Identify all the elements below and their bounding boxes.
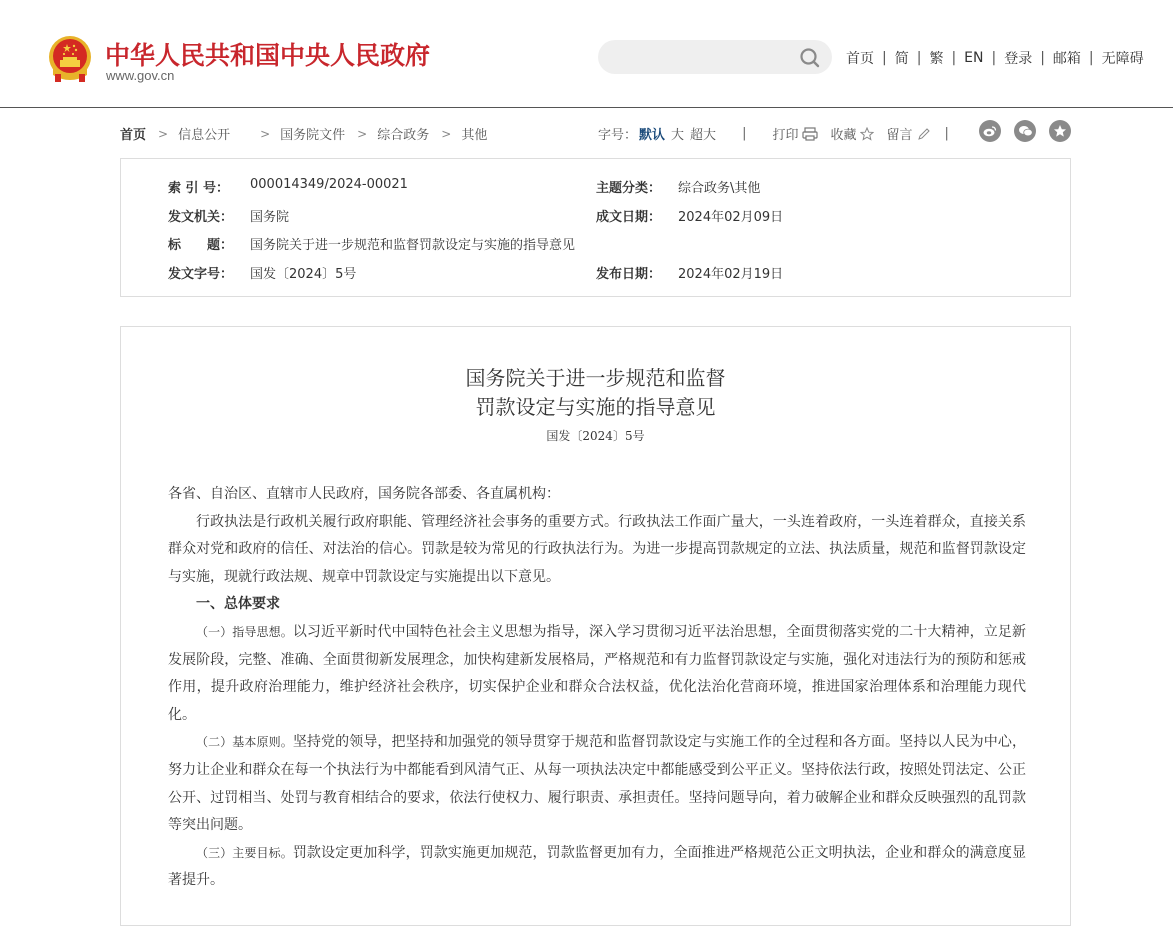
meta-index-no [168,177,408,196]
meta-doc-no [168,263,356,282]
nav-traditional[interactable]: 繁 [929,51,944,67]
star-icon [860,127,874,141]
nav-mail[interactable]: 邮箱 [1052,51,1081,67]
document-metadata [120,158,1071,297]
nav-separator: | [882,50,887,66]
meta-value: 2024年02月19日 [678,267,784,282]
national-emblem-icon[interactable] [47,35,93,83]
article-tools [598,124,949,143]
site-header [0,0,1173,108]
pencil-icon [917,127,931,141]
nav-english[interactable]: EN [964,50,984,66]
print-label: 打印 [772,128,799,143]
tool-separator: | [944,126,949,141]
meta-value: 综合政务\其他 [678,181,761,196]
search-input[interactable] [598,40,788,74]
meta-value: 国务院 [250,210,290,225]
meta-label: 发文机关： [168,210,234,225]
search-icon[interactable] [800,48,820,68]
meta-label: 标 题： [168,238,234,253]
nav-simplified[interactable]: 简 [894,51,909,67]
document-number: 国发〔2024〕5号 [546,429,645,443]
chevron-right-icon: > [260,126,271,141]
document-body [168,481,1026,895]
meta-written-date [596,206,783,225]
meta-title [168,234,575,253]
font-size-large[interactable]: 大 [671,128,685,143]
meta-issuer [168,206,289,225]
nav-separator: | [951,50,957,66]
weibo-icon[interactable] [979,120,1001,142]
nav-separator: | [1040,50,1045,66]
nav-separator: | [916,50,922,66]
paragraph-main-goals [168,840,1026,895]
print-button[interactable] [772,124,818,143]
meta-label: 成文日期： [596,210,662,225]
breadcrumb-state-council-docs[interactable]: 国务院文件 [280,128,346,143]
meta-value: 国务院关于进一步规范和监督罚款设定与实施的指导意见 [250,238,576,253]
paragraph-guiding-ideology [168,619,1026,729]
font-size-default[interactable]: 默认 [639,128,666,143]
chevron-right-icon: > [441,126,452,141]
document-title-line2: 罚款设定与实施的指导意见 [475,395,716,419]
breadcrumb [120,124,487,143]
meta-subject [596,177,760,196]
nav-home[interactable]: 首页 [846,51,874,67]
printer-icon [802,127,818,141]
chevron-right-icon: > [158,126,169,141]
breadcrumb-home[interactable]: 首页 [120,128,147,143]
paragraph-text: 坚持党的领导，把坚持和加强党的领导贯穿于规范和监督罚款设定与实施工作的全过程和各方面。坚持以人民为中心，努力让企业和群众在每一个执法行为中都能看到风清气正、从每一项执法决定中都能感受到公平正义。坚持依法行政，按照处罚法定、公正公开、过罚相当、处罚与教育相结合的要求，依法行使权力、履行职责、承担责任。坚持问题导向，着力破解企业和群众反映强烈的乱罚款等突出问题。 [168,734,1026,834]
meta-value: 000014349/2024-00021 [250,177,408,192]
share-buttons [979,120,1071,142]
paragraph-label: （一）指导思想。 [196,624,293,639]
site-url: www.gov.cn [106,68,175,83]
meta-value: 国发〔2024〕5号 [250,267,357,282]
paragraph-basic-principles [168,729,1026,839]
nav-login[interactable]: 登录 [1004,51,1033,67]
paragraph-label: （三）主要目标。 [196,845,293,860]
font-size-label: 字号： [598,128,638,143]
nav-separator: | [991,50,997,66]
font-size-xlarge[interactable]: 超大 [690,128,717,143]
site-title[interactable]: 中华人民共和国中央人民政府 [105,41,431,70]
qzone-icon[interactable] [1049,120,1071,142]
meta-label: 索 引 号： [168,181,230,196]
favorite-label: 收藏 [830,128,857,143]
meta-label: 主题分类： [596,181,662,196]
chevron-right-icon: > [357,126,368,141]
meta-publish-date [596,263,783,282]
paragraph-label: （二）基本原则。 [196,735,293,750]
favorite-button[interactable] [830,124,874,143]
breadcrumb-info-public[interactable]: 信息公开 [178,128,231,143]
document-title-line1: 国务院关于进一步规范和监督 [465,366,726,390]
document-content [120,326,1071,926]
tool-separator: | [742,126,747,141]
search-box[interactable] [598,40,832,74]
comment-label: 留言 [886,128,913,143]
salutation: 各省、自治区、直辖市人民政府，国务院各部委、各直属机构： [168,486,560,502]
section-heading: 一、总体要求 [196,596,280,613]
document-title [121,364,1070,422]
breadcrumb-other[interactable]: 其他 [461,128,488,143]
paragraph-text: 以习近平新时代中国特色社会主义思想为指导，深入学习贯彻习近平法治思想，全面贯彻落实党的二十大精神，立足新发展阶段，完整、准确、全面贯彻新发展理念，加快构建新发展格局，严格规范和有力监督罚款设定与实施，强化对违法行为的预防和惩戒作用，提升政府治理能力，维护经济社会秩序，切实保护企业和群众合法权益，优化法治化营商环境，推进国家治理体系和治理能力现代化。 [168,623,1026,723]
comment-button[interactable] [886,124,930,143]
paragraph-text: 罚款设定更加科学，罚款实施更加规范，罚款监督更加有力，全面推进严格规范公正文明执法，企业和群众的满意度显著提升。 [168,844,1026,889]
nav-separator: | [1088,50,1094,66]
meta-label: 发文字号： [168,267,234,282]
wechat-icon[interactable] [1014,120,1036,142]
breadcrumb-general-affairs[interactable]: 综合政务 [377,128,430,143]
breadcrumb-toolbar [120,122,1071,144]
meta-label: 发布日期： [596,267,662,282]
meta-value: 2024年02月09日 [678,210,784,225]
nav-accessibility[interactable]: 无障碍 [1101,51,1144,67]
top-nav [846,48,1144,68]
intro-paragraph: 行政执法是行政机关履行政府职能、管理经济社会事务的重要方式。行政执法工作面广量大，一头连着政府，一头连着群众，直接关系群众对党和政府的信任、对法治的信心。罚款是较为常见的行政执法行为。为进一步提高罚款规定的立法、执法质量，规范和监督罚款设定与实施，现就行政法规、规章中罚款设定与实施提出以下意见。 [168,513,1026,585]
